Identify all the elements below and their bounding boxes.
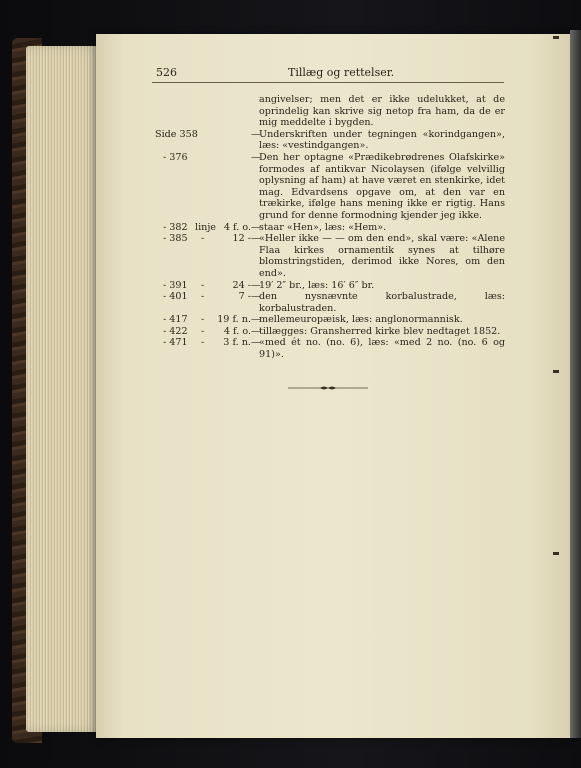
entry-reference <box>155 326 259 338</box>
page-ref: - 401 <box>163 291 188 303</box>
entry-reference <box>155 129 259 141</box>
entry-text: Underskriften under tegningen «korindgangen», læs: «vestindgangen». <box>259 128 505 152</box>
entry-reference <box>155 314 259 326</box>
dash: — <box>251 151 261 163</box>
dash: — <box>251 337 261 349</box>
page-ref: - 391 <box>163 279 188 291</box>
page-ref: - 382 <box>163 221 188 233</box>
line-ref: - <box>201 325 205 337</box>
entry-text: den nysnævnte korbalustrade, læs: korbalustraden. <box>259 291 505 314</box>
entry-reference <box>155 337 259 349</box>
entry-text: «Heller ikke — — om den end», skal være: «Alene Flaa kirkes ornamentik synes at tilhøre blomstringstiden, derimod ikke Nores, om den end». <box>259 233 505 279</box>
page-ref: - 471 <box>163 337 188 349</box>
dash: — <box>251 291 261 303</box>
page-tab-marker <box>553 552 559 555</box>
header-rule <box>152 82 504 83</box>
line-position: 3 f. n. <box>223 337 251 349</box>
dash: — <box>251 128 261 140</box>
page-block-edges <box>26 46 98 732</box>
continuation-paragraph <box>155 94 505 129</box>
errata-entry <box>155 152 505 222</box>
entry-reference <box>155 233 259 245</box>
errata-entry <box>155 222 505 234</box>
errata-entry <box>155 291 505 314</box>
running-head <box>0 66 581 80</box>
line-ref: - <box>201 233 205 245</box>
entry-text: angivelser; men det er ikke udelukket, at de oprindelig kan skrive sig netop fra ham, da de er mig meddelte i bygden. <box>259 94 505 129</box>
page-ref: - 417 <box>163 314 188 326</box>
page-ref: Side 358 <box>155 128 198 140</box>
page-number: 526 <box>156 66 177 79</box>
line-ref: - <box>201 291 205 303</box>
entry-reference <box>155 152 259 164</box>
end-ornament <box>288 384 368 392</box>
errata-list <box>155 94 505 361</box>
entry-text: staar «Hen», læs: «Hem». <box>259 221 387 233</box>
line-ref: linje <box>195 221 216 233</box>
entry-reference <box>155 222 259 234</box>
page-ref: - 385 <box>163 233 188 245</box>
errata-entry <box>155 280 505 292</box>
line-position: 24 - <box>232 279 251 291</box>
page-ref: - 422 <box>163 325 188 337</box>
line-position: 4 f. o. <box>223 221 251 233</box>
entry-text: «med ét no. (no. 6), læs: «med 2 no. (no. 6 og 91)». <box>259 337 505 361</box>
errata-entry <box>155 129 505 152</box>
line-position: 7 - <box>238 291 251 303</box>
dash: — <box>251 314 261 326</box>
line-ref: - <box>201 337 205 349</box>
line-ref: - <box>201 314 205 326</box>
line-ref: - <box>201 279 205 291</box>
entry-text: 19′ 2″ br., læs: 16′ 6″ br. <box>259 279 375 291</box>
entry-text: Den her optagne «Prædikebrødrenes Olafskirke» formodes af antikvar Nicolaysen (ifølge velvillig oplysning af ham) at have været en stenkirke, idet mag. Edvardsens opgave om, at den var en trækirke, ifølge hans mening ikke er rigtig. Hans grund for denne formodning kjender jeg ikke. <box>259 151 505 221</box>
dash: — <box>251 325 261 337</box>
running-title: Tillæg og rettelser. <box>288 66 395 79</box>
entry-reference <box>155 291 259 303</box>
line-position: 19 f. n. <box>217 314 251 326</box>
dash: — <box>251 279 261 291</box>
errata-entry <box>155 337 505 360</box>
entry-reference <box>155 280 259 292</box>
page-tab-marker <box>553 370 559 373</box>
errata-entry <box>155 314 505 326</box>
errata-entry <box>155 326 505 338</box>
page-ref: - 376 <box>163 151 188 163</box>
facing-page-edge <box>570 30 581 738</box>
page-tab-marker <box>553 36 559 39</box>
line-position: 12 - <box>232 233 251 245</box>
entry-text: tillægges: Gransherred kirke blev nedtaget 1852. <box>259 325 501 337</box>
line-position: 4 f. o. <box>223 325 251 337</box>
dash: — <box>251 233 261 245</box>
errata-entry <box>155 233 505 279</box>
dash: — <box>251 221 261 233</box>
entry-text: mellemeuropæisk, læs: anglonormannisk. <box>259 314 463 326</box>
